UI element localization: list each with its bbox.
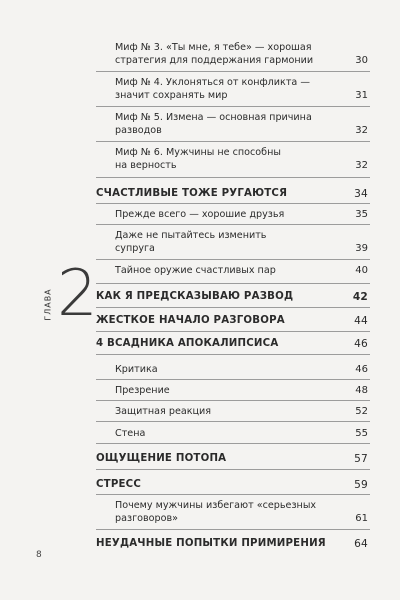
toc-entry (0, 205, 400, 225)
toc-entry-page: 30 (355, 55, 368, 66)
toc-entry (0, 239, 400, 259)
toc-entry-title: разговоров» (115, 513, 178, 524)
toc-entry-title: Даже не пытайтесь изменить (115, 230, 267, 241)
toc-entry (0, 381, 400, 401)
toc-section-title: СЧАСТЛИВЫЕ ТОЖЕ РУГАЮТСЯ (96, 188, 288, 199)
toc-entry-title: супруга (115, 243, 155, 254)
toc-divider (96, 529, 370, 530)
toc-entry-title: разводов (115, 125, 162, 136)
toc-section-title: КАК Я ПРЕДСКАЗЫВАЮ РАЗВОД (96, 291, 294, 302)
toc-divider (96, 443, 370, 444)
toc-entry-page: 31 (355, 90, 368, 101)
toc-divider (96, 283, 370, 284)
toc-entry-title: Почему мужчины избегают «серьезных (115, 500, 317, 511)
toc-entry-title: стратегия для поддержания гармонии (115, 55, 314, 66)
toc-entry (0, 156, 400, 176)
toc-divider (96, 141, 370, 142)
toc-section-page: 59 (354, 479, 368, 491)
toc-entry-page: 32 (355, 125, 368, 136)
toc-section (0, 449, 400, 469)
chapter-label: ГЛАВА (43, 288, 53, 321)
toc-entry-title: Миф № 5. Измена — основная причина (115, 112, 312, 123)
toc-entry-title: Защитная реакция (115, 406, 212, 417)
toc-entry-title: значит сохранять мир (115, 90, 228, 101)
toc-divider (96, 259, 370, 260)
toc-divider (96, 203, 370, 204)
toc-entry-page: 61 (355, 513, 368, 524)
toc-section-page: 34 (354, 188, 368, 200)
toc-entry-page: 39 (355, 243, 368, 254)
toc-section-page: 46 (354, 338, 368, 350)
toc-divider (96, 331, 370, 332)
toc-divider (96, 71, 370, 72)
toc-entry (0, 121, 400, 141)
toc-entry-title: Миф № 4. Уклоняться от конфликта — (115, 77, 310, 88)
toc-section (0, 287, 400, 307)
page-number: 8 (36, 550, 42, 560)
toc-entry-page: 55 (355, 428, 368, 439)
toc-section-page: 42 (352, 291, 368, 303)
toc-section-title: НЕУДАЧНЫЕ ПОПЫТКИ ПРИМИРЕНИЯ (96, 538, 326, 549)
toc-entry (0, 402, 400, 422)
toc-section-title: ОЩУЩЕНИЕ ПОТОПА (96, 453, 227, 464)
toc-entry-page: 52 (355, 406, 368, 417)
toc-entry-title: Презрение (115, 385, 170, 396)
toc-entry-title: на верность (115, 160, 177, 171)
toc-section-title: ЖЕСТКОЕ НАЧАЛО РАЗГОВОРА (96, 315, 285, 326)
toc-entry-title: Миф № 6. Мужчины не способны (115, 147, 281, 158)
toc-section-title: СТРЕСС (96, 479, 142, 490)
toc-entry-page: 35 (355, 209, 368, 220)
toc-divider (96, 307, 370, 308)
toc-section-page: 57 (354, 453, 368, 465)
toc-section-page: 44 (354, 315, 368, 327)
toc-section (0, 311, 400, 331)
toc-entry-title: Тайное оружие счастливых пар (115, 265, 276, 276)
toc-divider (96, 379, 370, 380)
toc-section (0, 475, 400, 495)
toc-divider (96, 400, 370, 401)
toc-section (0, 534, 400, 554)
toc-section-page: 64 (354, 538, 368, 550)
toc-entry (0, 509, 400, 529)
toc-divider (96, 177, 370, 178)
toc-section (0, 184, 400, 204)
toc-divider (96, 106, 370, 107)
toc-divider (96, 494, 370, 495)
toc-entry (0, 51, 400, 71)
toc-divider (96, 469, 370, 470)
toc-divider (96, 224, 370, 225)
toc-entry-page: 46 (355, 364, 368, 375)
toc-entry-page: 32 (355, 160, 368, 171)
toc-entry-title: Прежде всего — хорошие друзья (115, 209, 285, 220)
toc-entry (0, 360, 400, 380)
toc-section-title: 4 ВСАДНИКА АПОКАЛИПСИСА (96, 338, 279, 349)
toc-entry-title: Стена (115, 428, 146, 439)
toc-entry (0, 424, 400, 444)
toc-entry (0, 86, 400, 106)
chapter-number: 2 (57, 257, 98, 331)
toc-entry-page: 40 (355, 265, 368, 276)
toc-entry-title: Миф № 3. «Ты мне, я тебе» — хорошая (115, 42, 312, 53)
toc-entry-title: Критика (115, 364, 158, 375)
toc-entry-page: 48 (355, 385, 368, 396)
toc-divider (96, 421, 370, 422)
toc-divider (96, 354, 370, 355)
toc-section (0, 334, 400, 354)
